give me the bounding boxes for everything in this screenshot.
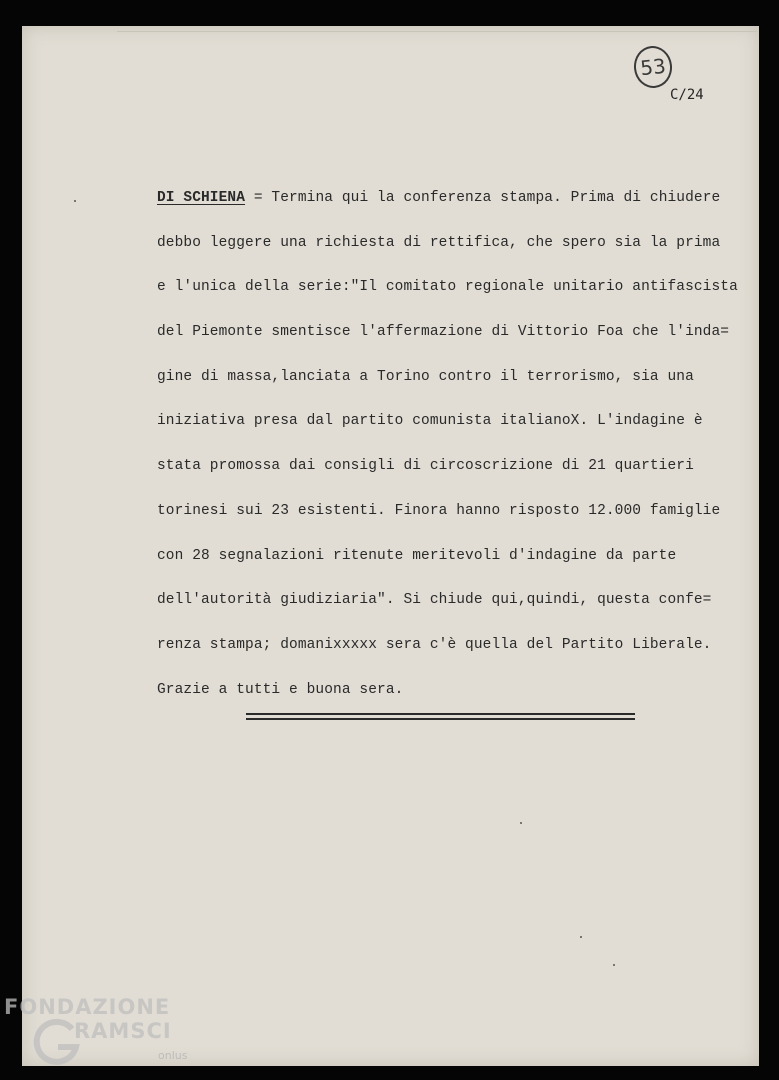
transcript-body <box>157 176 757 712</box>
closing-rule <box>246 713 635 720</box>
text-line: iniziativa presa dal partito comunista italianoX. L'indagine è <box>157 413 703 430</box>
watermark-line-2: RAMSCI <box>74 1019 172 1043</box>
text-line: e l'unica della serie:"Il comitato regionale unitario antifascista <box>157 279 738 296</box>
text-line: del Piemonte smentisce l'affermazione di Vittorio Foa che l'inda= <box>157 324 730 341</box>
paper-speck <box>580 936 582 938</box>
paper-speck <box>74 200 76 202</box>
document-page <box>22 26 759 1066</box>
speaker-name: DI SCHIENA <box>157 190 246 206</box>
text-line: stata promossa dai consigli di circoscrizione di 21 quartieri <box>157 458 694 475</box>
document-code: C/24 <box>670 87 704 103</box>
text-line <box>157 176 757 221</box>
text-line: debbo leggere una richiesta di rettifica, che spero sia la prima <box>157 234 721 251</box>
text-line: torinesi sui 23 esistenti. Finora hanno risposto 12.000 famiglie <box>157 502 721 519</box>
text-line: gine di massa,lanciata a Torino contro il terrorismo, sia una <box>157 368 694 385</box>
watermark-line-1: FONDAZIONE <box>4 995 171 1019</box>
paper-speck <box>613 964 615 966</box>
text-line: dell'autorità giudiziaria". Si chiude qui,quindi, questa confe= <box>157 592 712 609</box>
fondazione-gramsci-watermark <box>0 995 200 1075</box>
text-line: renza stampa; domanixxxxx sera c'è quella del Partito Liberale. <box>157 636 712 653</box>
line-text: = Termina qui la conferenza stampa. Prima di chiudere <box>253 190 721 206</box>
text-line: Grazie a tutti e buona sera. <box>157 681 404 698</box>
watermark-line-3: onlus <box>158 1049 188 1062</box>
text-line: con 28 segnalazioni ritenute meritevoli d'indagine da parte <box>157 547 677 564</box>
page-number-stamp: 53 <box>632 44 674 90</box>
page-edge-line <box>117 31 757 32</box>
paper-speck <box>520 822 522 824</box>
